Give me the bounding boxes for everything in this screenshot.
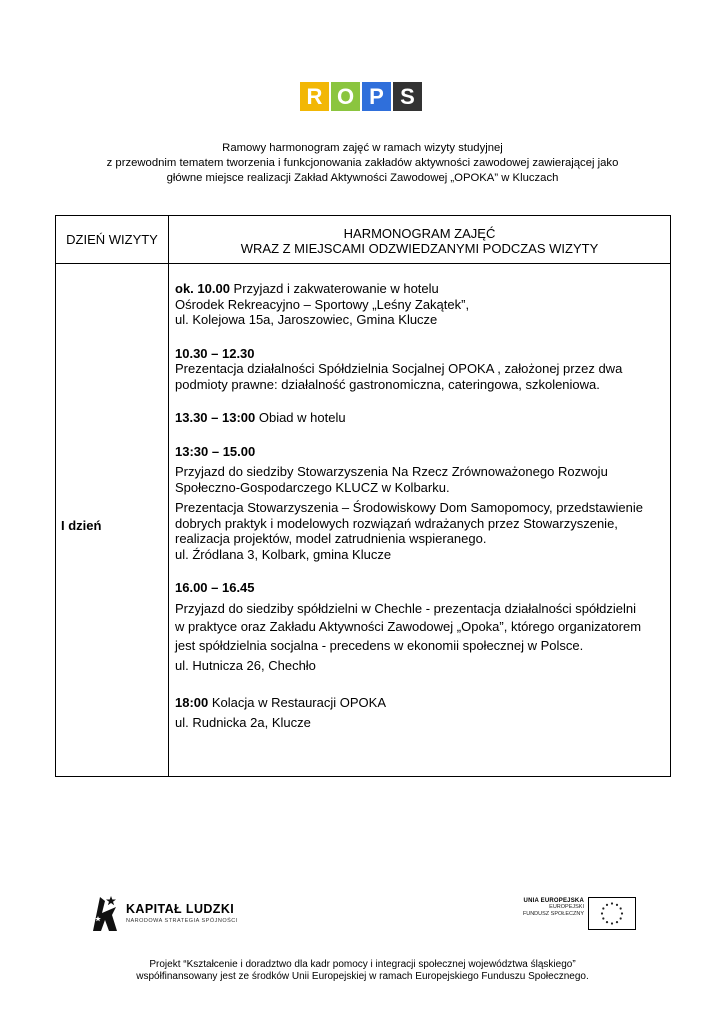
klucz-presentation-line-2: dobrych praktyk i modelowych rozwiązań wdrażanych przez Stowarzyszenie,: [175, 515, 618, 531]
opoka-presentation-line-2: podmioty prawne: działalność gastronomiczna, cateringowa, szkoleniowa.: [175, 376, 600, 392]
eu-star: [602, 917, 604, 919]
title-lunch: Obiad w hotelu: [255, 410, 346, 425]
chechlo-visit-line-1: Przyjazd do siedziby spółdzielni w Chechle - prezentacja działalności spółdzielni: [175, 600, 637, 616]
eu-star: [601, 912, 603, 914]
header-schedule-line-2: WRAZ Z MIEJSCAMI ODZWIEDZANYMI PODCZAS WIZYTY: [240, 240, 599, 256]
eu-line-3: FUNDUSZ SPOŁECZNY: [522, 911, 584, 917]
schedule-item-klucz-visit: [175, 444, 670, 563]
chechlo-address: ul. Hutnicza 26, Chechło: [175, 658, 316, 673]
project-footer: [40, 959, 685, 982]
klucz-visit-line-2: Społeczno-Gospodarczego KLUCZ w Kolbarku.: [175, 479, 450, 495]
footer-line-2: współfinansowany jest ze środków Unii Europejskiej w ramach Europejskiego Funduszu Społecznego.: [136, 970, 589, 982]
eu-star: [621, 912, 623, 914]
schedule-item-opoka-presentation: [175, 346, 670, 393]
eu-star: [611, 922, 613, 924]
schedule-item-dinner: [175, 695, 670, 731]
time-chechlo-visit: 16.00 – 16.45: [175, 580, 255, 595]
arrival-place: Ośrodek Rekreacyjno – Sportowy „Leśny Zakątek”,: [175, 296, 470, 312]
schedule-item-chechlo-visit: [175, 580, 670, 674]
chechlo-visit-line-2: w praktyce oraz Zakładu Aktywności Zawodowej „Opoka”, którego organizatorem: [175, 619, 642, 634]
time-dinner: 18:00: [175, 694, 209, 710]
klucz-presentation-line-3: realizacja projektów, model zatrudnienia wspieranego.: [175, 531, 487, 546]
eu-star: [620, 907, 622, 909]
schedule-item-lunch: [175, 410, 670, 426]
eu-line-2: EUROPEJSKI: [549, 904, 584, 910]
opoka-presentation-line-1: Prezentacja działalności Spółdzielnia Socjalnej OPOKA , założonej przez dwa: [175, 361, 623, 376]
klucz-presentation-line-1: Prezentacja Stowarzyszenia – Środowiskowy Dom Samopomocy, przedstawienie: [175, 500, 643, 515]
kapital-ludzki-title: KAPITAŁ LUDZKI: [126, 902, 235, 916]
klucz-visit-line-1: Przyjazd do siedziby Stowarzyszenia Na Rzecz Zrównoważonego Rozwoju: [175, 464, 608, 479]
arrival-address: ul. Kolejowa 15a, Jaroszowiec, Gmina Klucze: [175, 312, 438, 327]
eu-flag-icon: [588, 897, 636, 930]
klucz-address: ul. Źródlana 3, Kolbark, gmina Klucze: [175, 546, 392, 562]
title-dinner: Kolacja w Restauracji OPOKA: [208, 694, 386, 710]
kapital-ludzki-emblem-icon: [90, 893, 120, 933]
eu-stars-icon: [589, 898, 635, 929]
eu-star: [611, 902, 613, 904]
day-schedule: [169, 264, 671, 777]
eu-star: [606, 921, 608, 923]
header-day-column: DZIEŃ WIZYTY: [56, 216, 169, 264]
table-row: [56, 264, 671, 777]
logo-tile-p: P: [362, 82, 391, 111]
dinner-address: ul. Rudnicka 2a, Klucze: [175, 715, 311, 730]
time-arrival: ok. 10.00: [175, 281, 230, 296]
table-header-row: [56, 216, 671, 264]
header-schedule-line-1: HARMONOGRAM ZAJĘĆ: [343, 225, 496, 241]
schedule-item-arrival: [175, 281, 670, 328]
logo-tile-r: R: [300, 82, 329, 111]
eu-star: [606, 904, 608, 906]
document-intro: [60, 141, 665, 186]
intro-line-3: główne miejsce realizacji Zakład Aktywności Zawodowej „OPOKA” w Kluczach: [166, 172, 559, 184]
kapital-ludzki-subtitle: NARODOWA STRATEGIA SPÓJNOŚCI: [126, 918, 238, 924]
title-arrival: Przyjazd i zakwaterowanie w hotelu: [229, 281, 439, 296]
eu-star: [616, 904, 618, 906]
chechlo-visit-line-3: jest spółdzielnia socjalna - precedens w ekonomii społecznej w Polsce.: [175, 637, 584, 653]
eu-star: [620, 917, 622, 919]
time-lunch: 13.30 – 13:00: [175, 410, 256, 425]
header-schedule-column: [169, 216, 671, 264]
time-klucz-visit: 13:30 – 15.00: [175, 443, 256, 459]
kapital-ludzki-logo: [90, 893, 238, 933]
logo-tile-o: O: [331, 82, 360, 111]
schedule-table: [55, 215, 671, 777]
eu-text-block: [516, 898, 584, 918]
intro-line-1: Ramowy harmonogram zajęć w ramach wizyty studyjnej: [222, 142, 503, 154]
eu-star: [602, 907, 604, 909]
eu-line-1: UNIA EUROPEJSKA: [523, 898, 584, 904]
day-label: I dzień: [56, 264, 169, 777]
rops-logo: [300, 82, 422, 111]
footer-line-1: Projekt “Kształcenie i doradztwo dla kadr pomocy i integracji społecznej województwa śląskiego”: [149, 959, 576, 970]
eu-star: [616, 921, 618, 923]
time-opoka-presentation: 10.30 – 12.30: [175, 345, 255, 361]
logo-tile-s: S: [393, 82, 422, 111]
intro-line-2: z przewodnim tematem tworzenia i funkcjonowania zakładów aktywności zawodowej zawierającej jako: [106, 157, 619, 169]
